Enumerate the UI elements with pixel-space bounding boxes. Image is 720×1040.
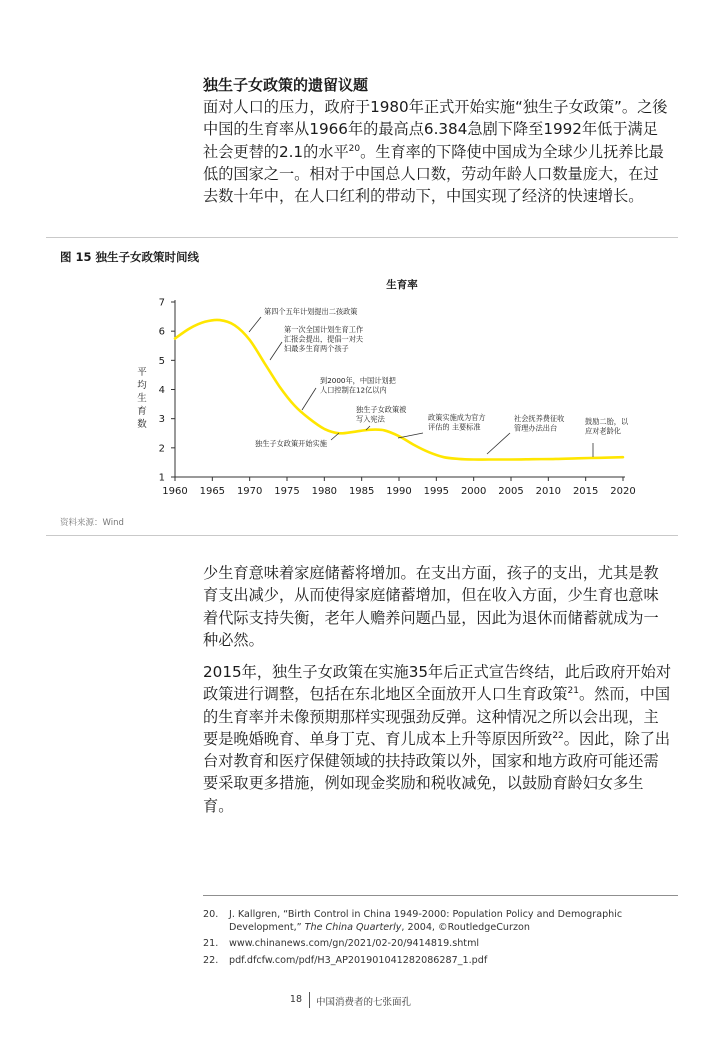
fertility-series-line xyxy=(175,320,623,460)
y-tick-label: 5 xyxy=(158,355,165,367)
y-axis-label-char: 育 xyxy=(137,406,147,417)
y-tick-label: 2 xyxy=(158,443,165,455)
footnote-ref: 22 xyxy=(552,730,564,741)
y-axis-label-char: 平 xyxy=(137,367,147,378)
annotation-text: 独生子女政策开始实施 xyxy=(255,439,327,448)
annotation-text: 政策实施成为官方 xyxy=(428,413,486,422)
annotation-text: 鼓励二胎，以 xyxy=(585,417,629,426)
paragraph-text: 面对人口的压力，政府于1980年正式开始实施“独生子女政策”。之後中国的生育率从1966年的最高点6.384急剧下降至1992年低于满足社会更替的2.1的水平 xyxy=(203,98,668,161)
figure-bottom-rule xyxy=(46,535,678,536)
footnote-number: 21. xyxy=(203,938,219,949)
y-axis-label-char: 数 xyxy=(137,419,147,430)
paragraph-text: 。然而，中国的生育率并未像预期那样实现强劲反弹。这种情况之所以会出现，主要是晚婚晚育、单身丁克、育儿成本上升等原因所致 xyxy=(203,685,671,748)
page-number: 18 xyxy=(289,994,302,1005)
chart-title: 生育率 xyxy=(386,279,418,291)
page-footer xyxy=(0,992,720,1008)
footnote-text: J. Kallgren, “Birth Control in China 1949-2000: Population Policy and Demographic Development,” xyxy=(229,909,623,933)
annotation-text: 第一次全国计划生育工作 xyxy=(284,325,364,334)
y-axis-label-char: 均 xyxy=(137,380,147,391)
annotation-text: 到2000年，中国计划把 xyxy=(320,376,396,385)
annotation-text: 第四个五年计划提出二孩政策 xyxy=(264,307,358,316)
annotation-text: 妇最多生育两个孩子 xyxy=(284,344,349,354)
annotation-leader-line xyxy=(331,433,339,440)
figure-top-rule xyxy=(46,237,678,238)
footnote-item xyxy=(203,938,673,951)
x-tick-label: 1980 xyxy=(311,486,338,497)
x-tick-label: 2000 xyxy=(460,486,487,497)
fertility-chart xyxy=(40,266,660,502)
y-tick-label: 3 xyxy=(158,414,165,426)
figure-caption: 图 15 独生子女政策时间线 xyxy=(60,250,200,264)
x-tick-label: 1975 xyxy=(274,486,300,497)
paragraph-three xyxy=(203,661,673,817)
section-heading: 独生子女政策的遗留议题 xyxy=(203,76,369,94)
x-tick-label: 2010 xyxy=(535,486,562,497)
annotation-text: 评估的 主要标准 xyxy=(428,422,481,432)
paragraph-one xyxy=(203,96,673,207)
footnote-ref: 20 xyxy=(348,143,361,154)
footnote-number: 22. xyxy=(203,954,219,966)
annotation-text: 管理办法出台 xyxy=(514,423,558,433)
x-tick-label: 1990 xyxy=(386,486,412,497)
footnote-number: 20. xyxy=(203,909,219,920)
annotation-text: 写入宪法 xyxy=(356,414,385,424)
x-tick-label: 1960 xyxy=(162,486,188,497)
y-tick-label: 7 xyxy=(158,297,165,309)
footnote-item xyxy=(203,955,673,968)
annotation-leader-line xyxy=(302,388,316,410)
y-tick-label: 4 xyxy=(158,385,165,396)
annotation-leader-line xyxy=(487,433,510,454)
annotation-text: 汇报会提出，提倡一对夫 xyxy=(284,334,364,344)
x-tick-label: 1995 xyxy=(423,486,450,497)
source-note: 资料来源：Wind xyxy=(60,518,124,528)
paragraph-two: 少生育意味着家庭储蓄将增加。在支出方面，孩子的支出，尤其是教育支出减少，从而使得家庭储蓄增加，但在收入方面，少生育也意味着代际支持失衡，老年人赡养问题凸显，因此为退休而储蓄就成为一种必然。 xyxy=(203,564,659,649)
y-axis-label-char: 生 xyxy=(137,393,147,404)
x-tick-label: 1965 xyxy=(199,486,226,497)
annotation-leader-line xyxy=(270,342,282,360)
footnote-link[interactable]: pdf.dfcfw.com/pdf/H3_AP201901041282086287_1.pdf xyxy=(229,954,488,966)
footnote-link[interactable]: www.chinanews.com/gn/2021/02-20/9414819.shtml xyxy=(229,938,480,949)
x-tick-label: 2015 xyxy=(572,486,599,497)
chart-root xyxy=(137,278,635,497)
footnote-ref: 21 xyxy=(567,686,579,697)
x-tick-label: 2020 xyxy=(610,486,636,497)
footnote-list xyxy=(203,909,673,971)
x-tick-label: 1970 xyxy=(236,486,263,497)
footnote-text: , 2004, ©RoutledgeCurzon xyxy=(401,921,530,933)
x-tick-label: 2005 xyxy=(498,486,524,497)
annotation-text: 社会抚养费征收 xyxy=(514,414,565,423)
annotation-leader-line xyxy=(398,433,423,438)
y-tick-label: 6 xyxy=(158,326,165,338)
footnote-item xyxy=(203,909,673,934)
x-tick-label: 1985 xyxy=(348,486,375,497)
paragraph-text: 。因此，除了出台对教育和医疗保健领域的扶持政策以外，国家和地方政府可能还需要采取更多措施，例如现金奖励和税收减免，以鼓励育龄妇女多生育。 xyxy=(203,729,671,815)
annotation-text: 人口控制在12亿以内 xyxy=(320,385,387,395)
footer-title: 中国消费者的七张面孔 xyxy=(316,997,412,1008)
paragraph-text: 。生育率的下降使中国成为全球少儿抚养比最低的国家之一。相对于中国总人口数，劳动年龄人口数量庞大，在过去数十年中，在人口红利的带动下，中国实现了经济的快速增长。 xyxy=(203,142,664,206)
annotation-text: 独生子女政策被 xyxy=(356,405,407,414)
annotation-leader-line xyxy=(249,317,261,332)
footnote-rule xyxy=(203,895,678,896)
footer-divider xyxy=(309,992,310,1008)
y-tick-label: 1 xyxy=(158,472,165,484)
footnote-journal: The China Quarterly xyxy=(304,921,402,933)
paragraph-text: 2015年，独生子女政策在实施35年后正式宣告终结，此后政府开始对政策进行调整，包括在东北地区全面放开人口生育政策 xyxy=(203,663,672,704)
annotation-text: 应对老龄化 xyxy=(585,426,621,436)
